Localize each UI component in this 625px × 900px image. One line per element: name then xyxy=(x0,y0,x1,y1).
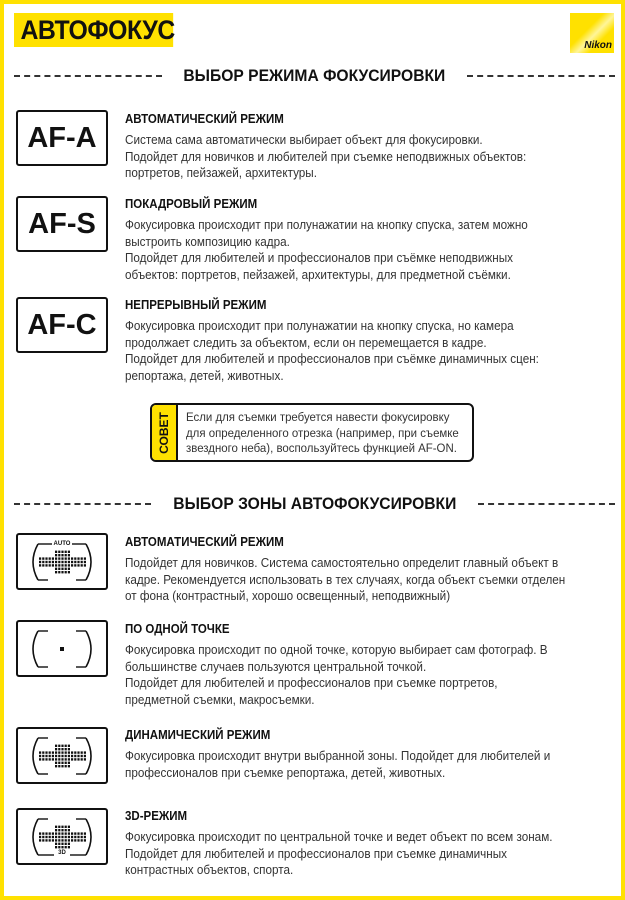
mode-description xyxy=(125,217,558,283)
tip-tag xyxy=(152,405,178,460)
section-heading-af-area xyxy=(14,494,615,514)
zone-title: ДИНАМИЧЕСКИЙ РЕЖИМ xyxy=(125,728,271,742)
mode-code: AF-C xyxy=(27,308,97,341)
divider xyxy=(467,75,615,77)
mode-description xyxy=(125,132,556,182)
description-line: профессионалов при съемке репортажа, детей, животных. xyxy=(125,765,446,780)
mode-description xyxy=(125,318,570,384)
tip-line: звездного неба), воспользуйтесь функцией AF-ON. xyxy=(186,441,457,455)
zone-description xyxy=(125,642,579,708)
description-line: Подойдет для новичков. Система самостоятельно определит главный объект в xyxy=(125,556,559,570)
description-line: Система сама автоматически выбирает объект для фокусировки. xyxy=(125,133,483,147)
mode-code: AF-S xyxy=(28,207,96,240)
description-line: контрастных объектов, спорта. xyxy=(125,863,294,877)
zone-icon-box xyxy=(16,533,108,590)
mode-badge-af-a xyxy=(16,110,108,166)
tip-box xyxy=(150,403,474,462)
description-line: Подойдет для любителей и профессионалов при съемке портретов, xyxy=(125,676,498,690)
description-line: кадре. Рекомендуется использовать в тех случаях, когда объект съемки отделен xyxy=(125,572,566,587)
zone-title: 3D-РЕЖИМ xyxy=(125,809,188,823)
description-line: продолжает следить за объектом, если он перемещается в кадре. xyxy=(125,335,487,350)
tip-label: СОВЕТ xyxy=(157,411,172,454)
description-line: Подойдет для любителей и профессионалов при съёмке неподвижных xyxy=(125,251,513,265)
mode-code: AF-A xyxy=(27,121,97,154)
zone-icon-box xyxy=(16,727,108,784)
dynamic-area-icon xyxy=(22,732,102,780)
mode-badge-af-s xyxy=(16,196,108,252)
zone-description xyxy=(125,748,582,781)
page-title: АВТОФОКУС xyxy=(14,13,173,47)
description-line: большинстве случаев пользуются центральной точкой. xyxy=(125,659,427,674)
mode-title: ПОКАДРОВЫЙ РЕЖИМ xyxy=(125,197,258,211)
description-line: Подойдет для любителей и профессионалов при съемке динамичных xyxy=(125,846,508,861)
description-line: Фокусировка происходит при полунажатии на кнопку спуска, но камера xyxy=(125,319,514,333)
zone-icon-box xyxy=(16,808,108,865)
mode-title: АВТОМАТИЧЕСКИЙ РЕЖИМ xyxy=(125,112,284,126)
description-line: Фокусировка происходит при полунажатии на кнопку спуска, затем можно xyxy=(125,218,528,232)
section-heading-focus-mode xyxy=(14,66,615,86)
description-line: от фона (контрастный, хорошо освещенный, неподвижный) xyxy=(125,589,451,603)
icon-label: 3D xyxy=(58,850,66,856)
zone-icon-box xyxy=(16,620,108,677)
description-line: предметной съемки, макросъемки. xyxy=(125,692,315,707)
description-line: Подойдет для новичков и любителей при съемке неподвижных объектов: xyxy=(125,149,527,164)
divider xyxy=(14,503,151,505)
section-title: ВЫБОР ЗОНЫ АВТОФОКУСИРОВКИ xyxy=(172,494,457,513)
zone-title: АВТОМАТИЧЕСКИЙ РЕЖИМ xyxy=(125,535,284,549)
mode-title: НЕПРЕРЫВНЫЙ РЕЖИМ xyxy=(125,298,267,312)
description-line: Подойдет для любителей и профессионалов при съёмке динамичных сцен: xyxy=(125,352,539,366)
divider xyxy=(14,75,162,77)
icon-label: AUTO xyxy=(53,541,71,547)
mode-badge-af-c xyxy=(16,297,108,353)
description-line: Фокусировка происходит по центральной точке и ведет объект по всем зонам. xyxy=(125,830,553,844)
description-line: репортажа, детей, животных. xyxy=(125,368,284,383)
tip-line: Если для съемки требуется навести фокусировку xyxy=(186,410,450,424)
zone-description xyxy=(125,555,598,605)
zone-title: ПО ОДНОЙ ТОЧКЕ xyxy=(125,622,230,636)
description-line: Фокусировка происходит по одной точке, которую выбирает сам фотограф. В xyxy=(125,643,548,657)
description-line: портретов, пейзажей, архитектуры. xyxy=(125,166,317,180)
tip-line: для определенного отрезка (например, при съемке xyxy=(186,425,459,440)
tip-text xyxy=(178,405,474,460)
nikon-logo: Nikon xyxy=(570,13,614,53)
section-title: ВЫБОР РЕЖИМА ФОКУСИРОВКИ xyxy=(183,66,446,85)
single-point-icon xyxy=(22,625,102,673)
divider xyxy=(478,503,615,505)
description-line: объектов: портретов, пейзажей, архитектуры, для предметной съёмки. xyxy=(125,267,511,282)
description-line: выстроить композицию кадра. xyxy=(125,234,290,249)
zone-description xyxy=(125,829,585,879)
description-line: Фокусировка происходит внутри выбранной зоны. Подойдет для любителей и xyxy=(125,749,551,763)
